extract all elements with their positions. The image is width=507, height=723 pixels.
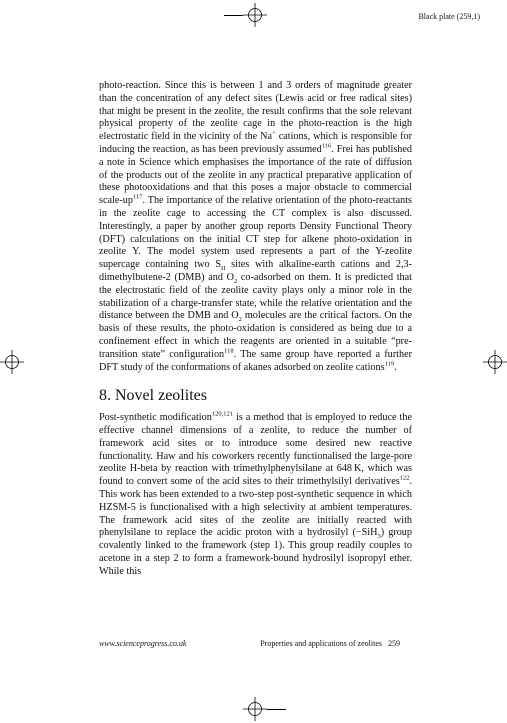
page-body bbox=[99, 80, 412, 578]
paragraph-novel-zeolites: Post-synthetic modification$^{120,121}$ is a method that is employed to reduce the effective channel dimensions of a zeolite, to reduce the number of framework acid sites or to introduce some desired new reactive functionality. Haw and his coworkers recently functionalised the large-pore zeolite H-beta by reaction with trimethylphenylsilane at 648 K, which was found to convert some of the acid sites to their trimethylsilyl derivatives$^{122}$. This work has been extended to a two-step post-synthetic sequence in which HZSM-5 is functionalised with a high selectivity at ambient temperatures. The framework acid sites of the zeolite are initially reacted with phenylsilane to replace the acidic proton with a hydrosilyl (−SiH$_3$) group covalently linked to the framework (step 1). This group readily couples to acetone in a step 2 to form a framework-bound hydrosilyl isopropyl ether. While this bbox=[99, 410, 412, 577]
crop-line-top bbox=[224, 15, 243, 16]
registration-mark-left bbox=[0, 350, 24, 374]
footer-right bbox=[260, 639, 400, 648]
running-title: Properties and applications of zeolites bbox=[260, 639, 382, 648]
registration-mark-right bbox=[483, 350, 507, 374]
citation: 116 bbox=[321, 142, 332, 150]
footer-url: www.scienceprogress.co.uk bbox=[99, 639, 187, 648]
registration-mark-top bbox=[243, 3, 267, 27]
registration-mark-bottom bbox=[243, 697, 267, 721]
crop-line-bottom bbox=[267, 709, 286, 710]
section-heading: 8. Novel zeolites bbox=[99, 387, 207, 405]
paragraph-photo-reaction: photo-reaction. Since this is between 1 and 3 orders of magnitude greater than the concentration of any defect sites (Lewis acid or free radical sites) that might be present in the zeolite, the result confirms that the sole relevant physical property of the zeolite cage in the photo-reaction is the high electrostatic field in the vicinity of the Na+ cations, which is responsible for inducing the reaction, as has been previously assumed$^{116}$. Frei has published a note in Science which emphasises the importance of the rate of diffusion of the products out of the zeolite in any practical preparative application of these photooxidations and that this poses a major obstacle to commercial scale-$up^{117}$. The importance of the relative orientation of the photo-reactants in the zeolite cage to accessing the CT complex is also discussed. Interestingly, a paper by another group reports Density Functional Theory (DFT) calculations on the initial CT step for alkene photo-oxidation in zeolite Y. The model system used represents a part of the Y-zeolite supercage containing two $S_{II}$ sites with alkaline-earth cations and 2,3-dimethylbutene-2 (DMB) and $O_2$ co-adsorbed on them. It is predicted that the electrostatic field of the zeolite cavity plays only a minor role in the stabilization of a charge-transfer state, while the relative orientation and the distance between the DMB and $O_2$ molecules are the critical factors. On the basis of these results, the photo-oxidation is considered as being due to a confinement effect in which the reagents are oriented in a suitable “pre-transition state” configuration$^{118}$. The same group have reported a further DFT study of the conformations of akanes adsorbed on zeolite cations$^{119}$. bbox=[99, 80, 413, 373]
page-number: 259 bbox=[388, 639, 400, 648]
citation: 122 bbox=[399, 474, 410, 482]
page-footer bbox=[99, 639, 400, 648]
plate-label: Black plate (259,1) bbox=[418, 12, 480, 21]
citation: 120,121 bbox=[211, 410, 233, 418]
citation: 117 bbox=[132, 193, 143, 201]
citation: 118 bbox=[224, 347, 234, 355]
citation: 119 bbox=[384, 360, 395, 368]
